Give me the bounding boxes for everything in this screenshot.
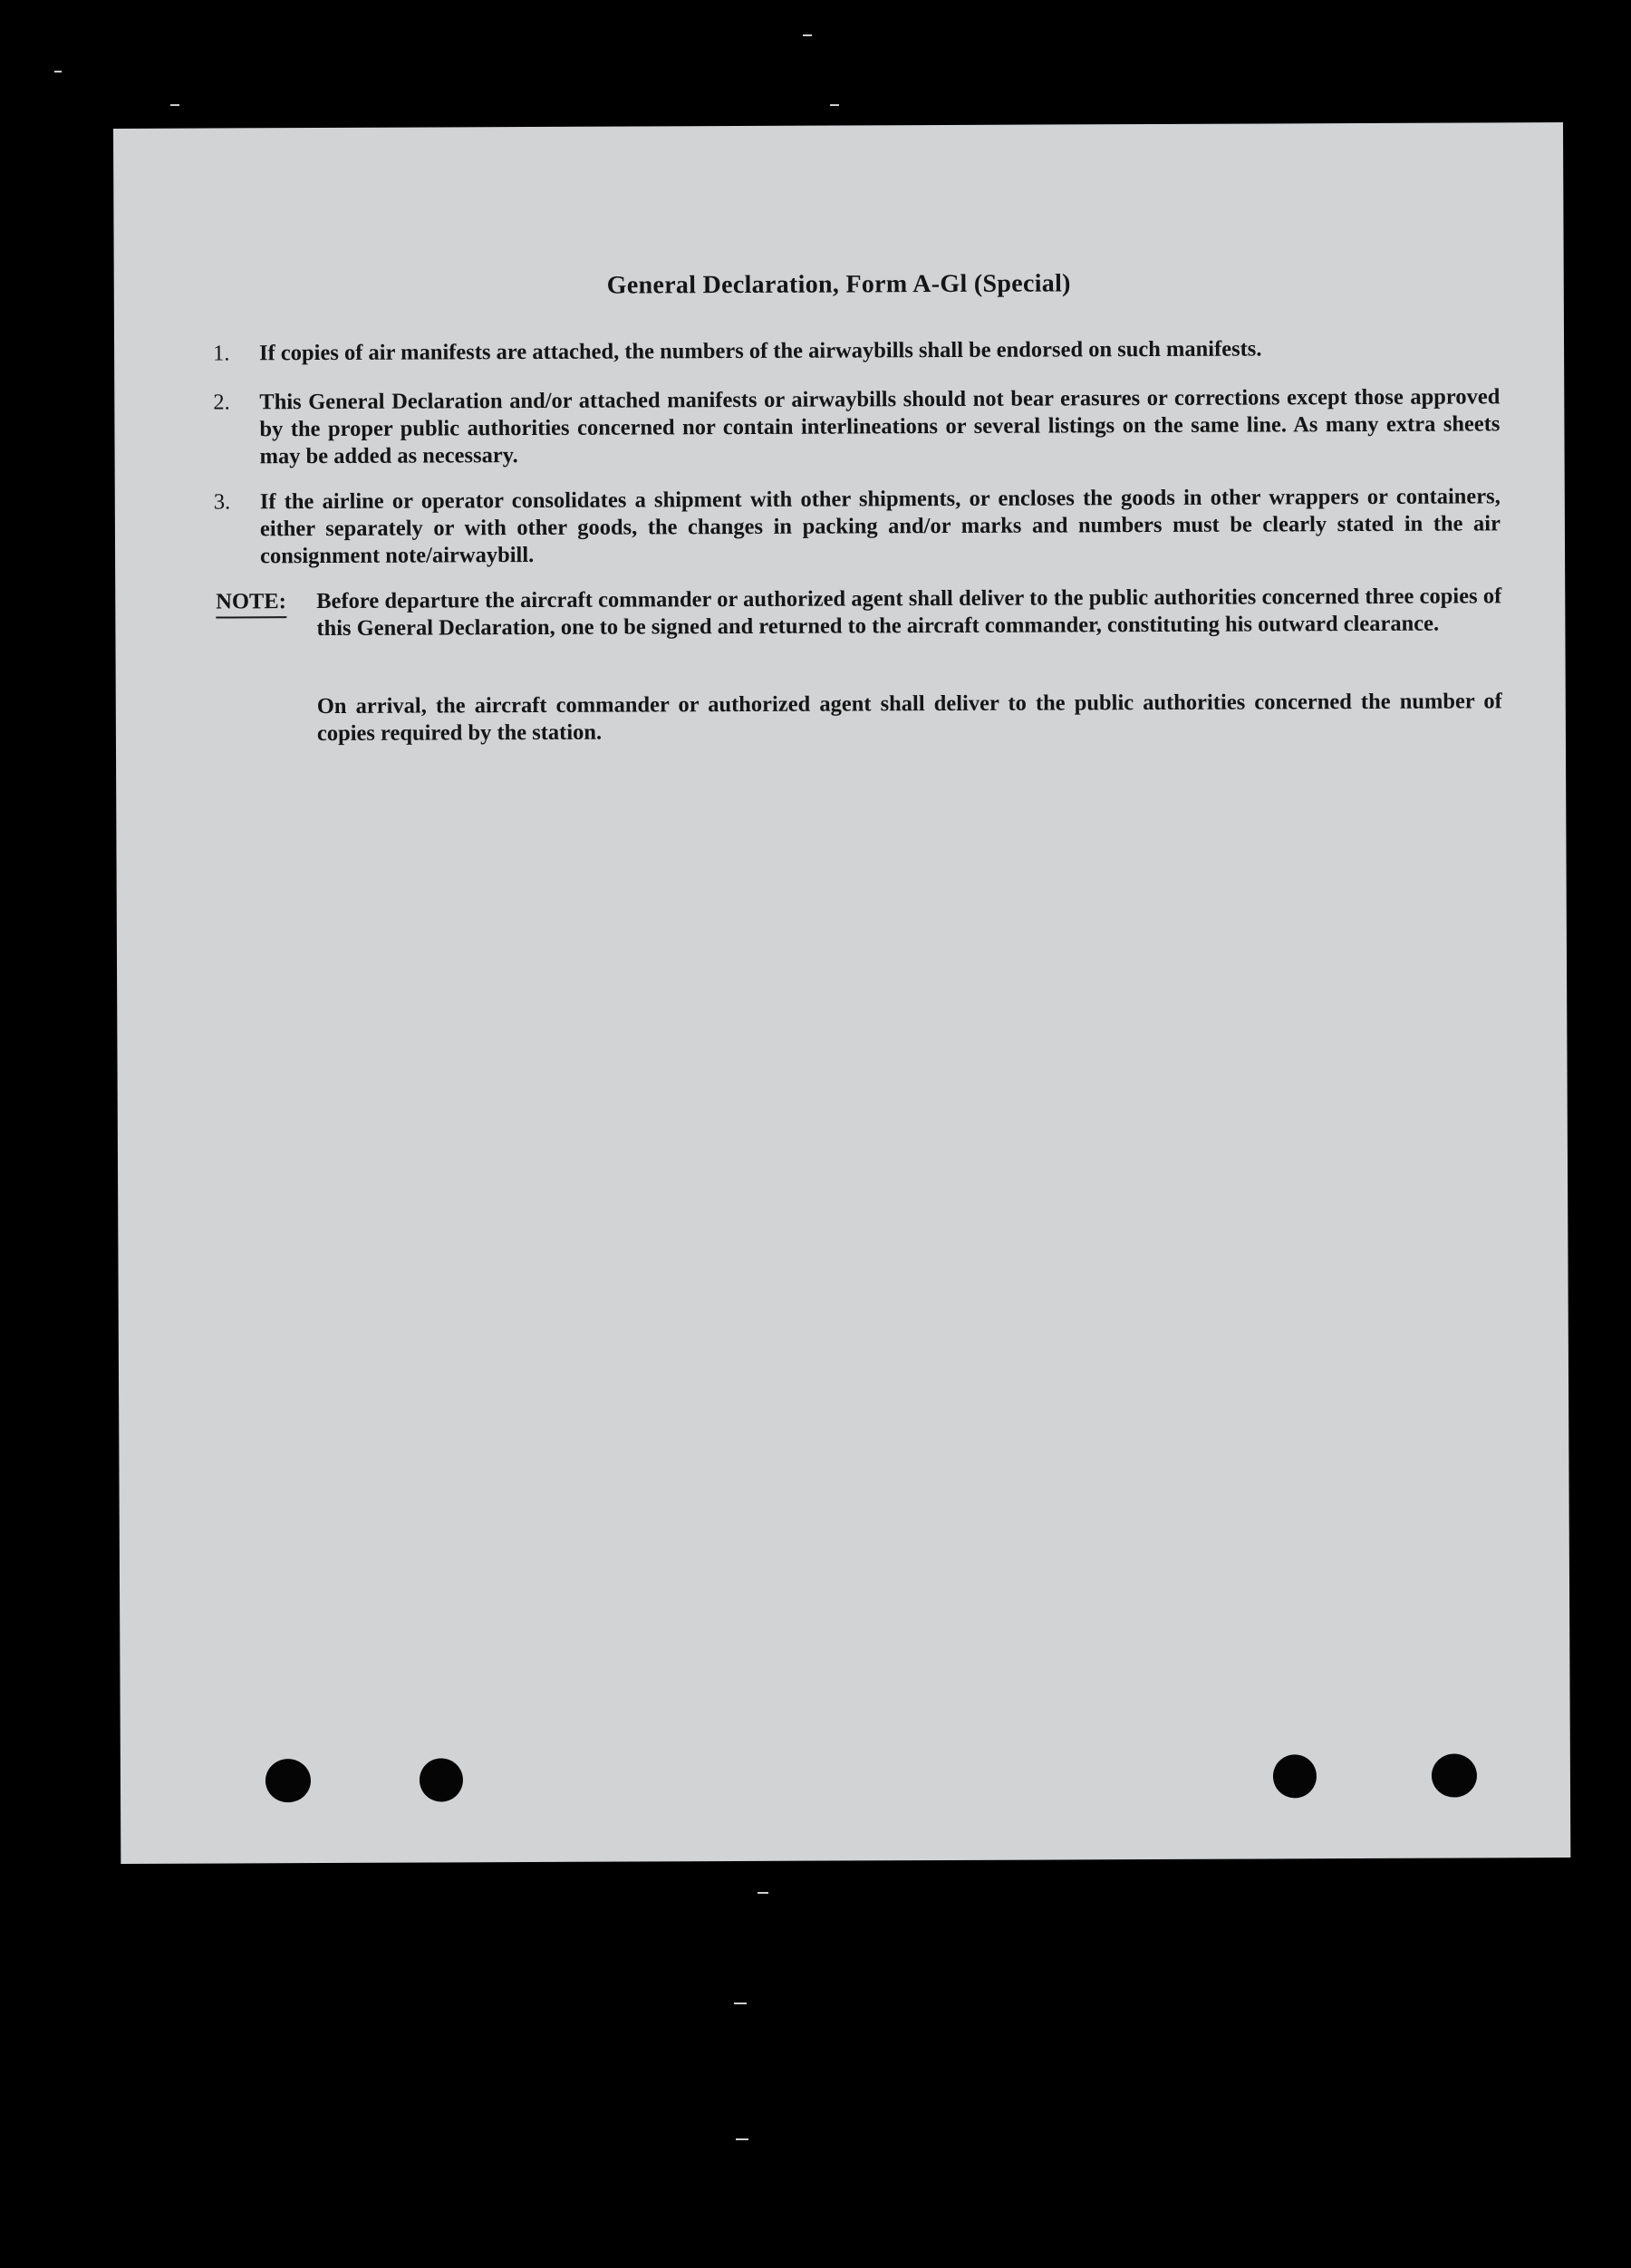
- punch-hole: [1273, 1754, 1317, 1798]
- item-number: 1.: [213, 341, 230, 366]
- item-text: If copies of air manifests are attached, the numbers of the airwaybills shall be endorsed on such manifests.: [259, 336, 1262, 366]
- scan-speck: [54, 71, 62, 72]
- punch-hole: [420, 1758, 463, 1801]
- scan-speck: [170, 104, 179, 106]
- list-item: [213, 334, 1500, 367]
- item-number: 2.: [213, 390, 230, 415]
- scan-speck: [758, 1892, 768, 1894]
- scan-speck: [830, 104, 839, 106]
- note-paragraph-departure: Before departure the aircraft commander or authorized agent shall deliver to the public authorities concerned three copies of this General Declaration, one to be signed and returned to the aircraft commander, constituting his outward clearance.: [316, 584, 1502, 642]
- item-text: This General Declaration and/or attached manifests or airwaybills should not bear erasures or corrections except those approved by the proper public authorities concerned nor contain interlineations or several listings on the same line. As many extra sheets may be added as necessary.: [259, 384, 1501, 469]
- document-page: [113, 122, 1570, 1864]
- punch-hole: [1432, 1753, 1477, 1797]
- list-item: [213, 383, 1500, 470]
- note-paragraph-arrival: On arrival, the aircraft commander or authorized agent shall deliver to the public authorities concerned the number of copies required by the station.: [316, 689, 1502, 747]
- scan-speck: [736, 2138, 748, 2140]
- item-number: 3.: [213, 489, 231, 515]
- scan-speck: [803, 34, 812, 36]
- document-title: General Declaration, Form A-Gl (Special): [606, 269, 1071, 300]
- scan-speck: [734, 2003, 747, 2004]
- declaration-content: [113, 122, 1570, 1864]
- punch-hole: [265, 1759, 311, 1802]
- note-label: NOTE:: [216, 588, 286, 618]
- item-text: If the airline or operator consolidates a shipment with other shipments, or encloses the goods in other wrappers or containers, either separately or with other goods, the changes in packing and/or marks and numbers must be clearly stated in the air consignment note/airwaybill.: [259, 484, 1501, 569]
- list-item: [214, 483, 1501, 570]
